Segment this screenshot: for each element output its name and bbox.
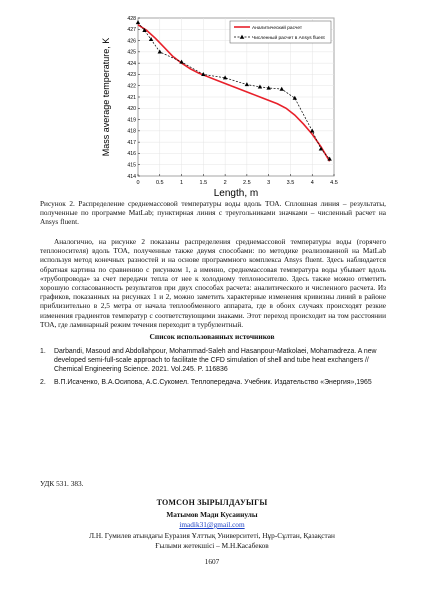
- x-tick-label: 0: [136, 180, 140, 186]
- y-tick-label: 424: [127, 60, 136, 67]
- x-axis-label: Length, m: [213, 188, 259, 199]
- reference-text: В.П.Исаченко, В.А.Осипова, А.С.Сукомел. Теплопередача. Учебник. Издательство «Энергия»,1965: [54, 379, 372, 386]
- udk-code: УДК 531. 383.: [40, 479, 84, 488]
- y-tick-label: 416: [127, 151, 136, 158]
- x-tick-label: 3: [267, 180, 271, 186]
- body-paragraph: Аналогично, на рисунке 2 показаны распределения среднемассовой температуры воды (горячего теплоносителя) вдоль ТОА, полученные также двумя способами: по методике реализованной на MatLab используя метод конечных разностей и на основе программного комплекса Ansys fluent. Здесь наблюдается обратная картина по сравнению с рисунком 1, а именно, среднемассовая температура воды убывает вдоль «трубопровода» за счет передачи тепла от нее к холодному теплоносителю. Здесь также можно отметить хорошую согласованность результатов при двух способах расчета: аналитического и численного расчета. Из графиков, показанных на рисунках 1 и 2, можно заметить характерные изменения кривизны линий в районе приблизительно в 2,5 метра от начала теплообменного аппарата, где в обоих случаях происходят резкие изменения градиентов температур с соответствующими знаками. Этот переход происходит на том расстоянии ТОА, где ламинарный режим течения переходит в турбулентный.: [40, 237, 386, 329]
- legend-label-analytic: Аналитический расчет: [252, 26, 303, 31]
- y-tick-label: 418: [127, 128, 136, 135]
- article-title: ТОМСОН ЗЫРЫЛДАУЫГЫ: [156, 498, 268, 507]
- y-tick-label: 428: [127, 15, 136, 22]
- temperature-chart: [100, 14, 340, 200]
- supervisor: Ғылыми жетекшісі – М.Н.Касабеков: [155, 541, 269, 550]
- x-tick-label: 0.5: [155, 180, 164, 186]
- y-tick-label: 427: [127, 27, 136, 34]
- references-heading: Список использованных источников: [149, 332, 275, 341]
- x-tick-label: 1: [180, 180, 184, 186]
- x-tick-label: 3.5: [286, 180, 295, 186]
- figure-caption: Рисунок 2. Распределение среднемассовой температуры воды вдоль ТОА. Сплошная линия – результаты, полученные по программе MatLab; пунктирная линия с треугольниками значками – численный расчет на Ansys fluent.: [40, 199, 386, 226]
- article-author: Матымов Мади Кусаинулы: [166, 510, 258, 519]
- y-tick-label: 420: [127, 106, 136, 113]
- reference-number: 1.: [40, 348, 46, 355]
- y-tick-label: 426: [127, 38, 136, 45]
- x-tick-label: 4: [310, 180, 314, 186]
- reference-item: [40, 378, 386, 387]
- author-affiliation: Л.Н. Гумилев атындағы Еуразия Ұлттық Университеті, Нұр-Сұлтан, Қазақстан: [89, 531, 335, 540]
- y-tick-label: 417: [127, 139, 136, 146]
- y-axis-label: Mass average temperature, K: [101, 37, 111, 157]
- x-tick-label: 4.5: [330, 180, 338, 186]
- legend-label-numeric: Численный расчет в Ansys fluent: [252, 36, 325, 41]
- author-email-link[interactable]: imadik31@gmail.com: [179, 520, 245, 529]
- y-tick-label: 419: [127, 117, 136, 124]
- y-tick-label: 422: [127, 83, 136, 90]
- references-list: [40, 347, 386, 391]
- reference-item: [40, 347, 386, 374]
- legend: [230, 21, 331, 43]
- y-tick-label: 423: [127, 72, 136, 79]
- reference-text: Darbandi, Masoud and Abdollahpour, Mohammad-Saleh and Hasanpour-Matkolaei, Mohamadreza. A new developed semi-full-scale approach to facilitate the CFD simulation of shell and tube heat exchangers // Chemical Engineering Science. 2021. Vol.245. P. 116836: [54, 348, 377, 373]
- page-number: 1607: [204, 557, 220, 566]
- y-tick-label: 421: [127, 94, 136, 101]
- y-tick-label: 425: [127, 49, 136, 56]
- reference-number: 2.: [40, 379, 46, 386]
- x-tick-label: 1.5: [199, 180, 208, 186]
- x-tick-label: 2: [223, 180, 227, 186]
- y-tick-label: 415: [127, 162, 136, 169]
- y-tick-label: 414: [127, 173, 136, 180]
- x-tick-label: 2.5: [243, 180, 251, 186]
